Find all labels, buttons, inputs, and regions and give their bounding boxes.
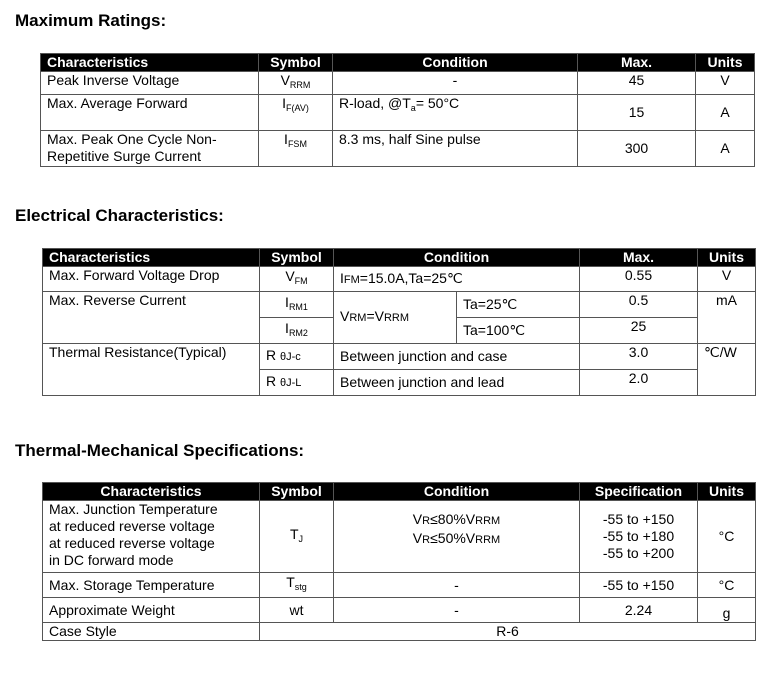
condition-cell: Between junction and case	[334, 344, 580, 370]
characteristic-cell	[41, 131, 259, 167]
symbol-subscript: J	[298, 533, 304, 544]
header-symbol: Symbol	[260, 483, 334, 501]
header-condition: Condition	[333, 54, 578, 72]
condition-small-text: RRM	[475, 533, 501, 546]
symbol-cell	[260, 318, 334, 344]
table-row	[41, 72, 755, 95]
max-cell: 300	[578, 131, 696, 167]
header-units: Units	[698, 249, 756, 267]
condition-cell	[333, 95, 578, 131]
symbol-cell	[260, 292, 334, 318]
section-title-thermal-mechanical: Thermal-Mechanical Specifications:	[15, 441, 305, 460]
characteristic-cell: Peak Inverse Voltage	[41, 72, 259, 95]
condition-text: V	[412, 529, 423, 546]
characteristic-line: Max. Peak One Cycle Non-	[47, 131, 217, 147]
symbol-cell	[259, 72, 333, 95]
units-cell: g	[698, 598, 756, 623]
condition-text: R-load, @T	[339, 95, 411, 111]
symbol-subscript: F(AV)	[286, 103, 309, 113]
table-row	[41, 131, 755, 167]
characteristic-line: Max. Junction Temperature	[49, 501, 218, 517]
symbol-subscript: θJ-c	[280, 351, 301, 363]
symbol-subscript: FSM	[287, 139, 307, 149]
maximum-ratings-table	[40, 53, 755, 167]
characteristic-cell: Max. Forward Voltage Drop	[43, 267, 260, 292]
header-max: Max.	[578, 54, 696, 72]
characteristic-line: in DC forward mode	[49, 552, 174, 568]
symbol-main: I	[282, 95, 287, 111]
table-header-row	[43, 483, 756, 501]
table-row	[43, 344, 756, 370]
header-condition: Condition	[334, 249, 580, 267]
max-cell: 0.5	[580, 292, 698, 318]
symbol-main: T	[286, 574, 295, 590]
condition-cell: 8.3 ms, half Sine pulse	[333, 131, 578, 167]
characteristic-cell: Thermal Resistance(Typical)	[43, 344, 260, 396]
condition-text: =V	[366, 308, 384, 324]
characteristic-line: at reduced reverse voltage	[49, 518, 215, 534]
symbol-subscript: stg	[294, 582, 307, 592]
condition-line	[340, 530, 573, 549]
condition-sub-cell: Ta=25℃	[457, 292, 580, 318]
symbol-cell	[260, 573, 334, 598]
symbol-cell	[260, 501, 334, 573]
characteristic-cell: Max. Storage Temperature	[43, 573, 260, 598]
units-cell: °C	[698, 573, 756, 598]
condition-cell: Between junction and lead	[334, 370, 580, 396]
thermal-mechanical-table	[42, 482, 756, 641]
header-symbol: Symbol	[259, 54, 333, 72]
table-row	[41, 95, 755, 131]
units-cell: A	[696, 131, 755, 167]
condition-line	[340, 511, 573, 530]
condition-cell	[334, 501, 580, 573]
section-title-electrical-characteristics: Electrical Characteristics:	[15, 206, 224, 225]
symbol-main: V	[280, 72, 290, 88]
symbol-cell: wt	[260, 598, 334, 623]
header-units: Units	[698, 483, 756, 501]
table-row	[43, 623, 756, 641]
symbol-main: R	[266, 373, 280, 389]
header-units: Units	[696, 54, 755, 72]
spec-cell	[580, 501, 698, 573]
max-cell: 0.55	[580, 267, 698, 292]
symbol-cell	[260, 344, 334, 370]
condition-sub-cell: Ta=100℃	[457, 318, 580, 344]
units-cell: V	[696, 72, 755, 95]
condition-text: = 50°C	[415, 95, 460, 111]
symbol-subscript: RM2	[288, 327, 308, 338]
condition-small-text: RRM	[383, 312, 410, 324]
condition-small-text: RRM	[475, 514, 501, 527]
characteristic-cell: Max. Average Forward	[41, 95, 259, 131]
table-row	[43, 292, 756, 318]
max-cell: 15	[578, 95, 696, 131]
max-cell: 45	[578, 72, 696, 95]
condition-subscript: a	[410, 103, 416, 113]
characteristic-cell: Max. Reverse Current	[43, 292, 260, 344]
header-symbol: Symbol	[260, 249, 334, 267]
symbol-main: T	[289, 525, 299, 542]
condition-text: I	[340, 269, 344, 286]
condition-cell: -	[334, 573, 580, 598]
table-row	[43, 267, 756, 292]
characteristic-line: Repetitive Surge Current	[47, 148, 202, 164]
symbol-subscript: RRM	[289, 80, 311, 90]
symbol-main: I	[284, 131, 288, 147]
units-cell: V	[698, 267, 756, 292]
condition-small-text: R	[422, 533, 431, 546]
symbol-subscript: θJ-L	[280, 377, 302, 389]
characteristic-line: at reduced reverse voltage	[49, 535, 215, 551]
units-cell: ℃/W	[698, 344, 756, 396]
characteristic-cell	[43, 501, 260, 573]
condition-cell	[334, 267, 580, 292]
symbol-cell	[260, 370, 334, 396]
characteristic-cell: Case Style	[43, 623, 260, 641]
symbol-main: V	[285, 268, 295, 284]
case-style-value: R-6	[260, 623, 756, 641]
condition-small-text: R	[422, 514, 431, 527]
symbol-main: R	[266, 347, 280, 363]
table-row	[43, 501, 756, 573]
condition-small-text: FM	[343, 273, 360, 286]
symbol-main: I	[285, 293, 289, 310]
max-cell: 2.0	[580, 370, 698, 396]
characteristic-cell: Approximate Weight	[43, 598, 260, 623]
condition-cell: -	[333, 72, 578, 95]
section-title-maximum-ratings: Maximum Ratings:	[15, 11, 167, 30]
spec-cell: -55 to +150	[580, 573, 698, 598]
condition-text: =15.0A,Ta=25℃	[359, 269, 463, 286]
condition-text: ≤80%V	[430, 510, 476, 527]
table-header-row	[41, 54, 755, 72]
symbol-main: I	[285, 319, 289, 336]
max-cell: 3.0	[580, 344, 698, 370]
condition-text: ≤50%V	[430, 529, 476, 546]
spec-line: -55 to +150	[602, 511, 675, 527]
max-cell: 25	[580, 318, 698, 344]
header-characteristics: Characteristics	[41, 54, 259, 72]
header-characteristics: Characteristics	[43, 483, 260, 501]
table-row	[43, 573, 756, 598]
condition-cell-shared	[334, 292, 457, 344]
symbol-cell	[259, 131, 333, 167]
condition-small-text: RM	[349, 312, 367, 324]
header-specification: Specification	[580, 483, 698, 501]
electrical-characteristics-table	[42, 248, 756, 396]
spec-cell: 2.24	[580, 598, 698, 623]
units-cell: °C	[698, 501, 756, 573]
header-max: Max.	[580, 249, 698, 267]
header-condition: Condition	[334, 483, 580, 501]
spec-line: -55 to +200	[602, 545, 675, 561]
spec-line: -55 to +180	[602, 528, 675, 544]
header-characteristics: Characteristics	[43, 249, 260, 267]
symbol-subscript: RM1	[288, 301, 308, 312]
condition-text: V	[340, 308, 350, 324]
table-row	[43, 598, 756, 623]
symbol-cell	[260, 267, 334, 292]
symbol-cell	[259, 95, 333, 131]
table-header-row	[43, 249, 756, 267]
units-cell: A	[696, 95, 755, 131]
condition-cell: -	[334, 598, 580, 623]
condition-text: V	[412, 510, 423, 527]
units-cell: mA	[698, 292, 756, 344]
symbol-subscript: FM	[294, 276, 308, 286]
